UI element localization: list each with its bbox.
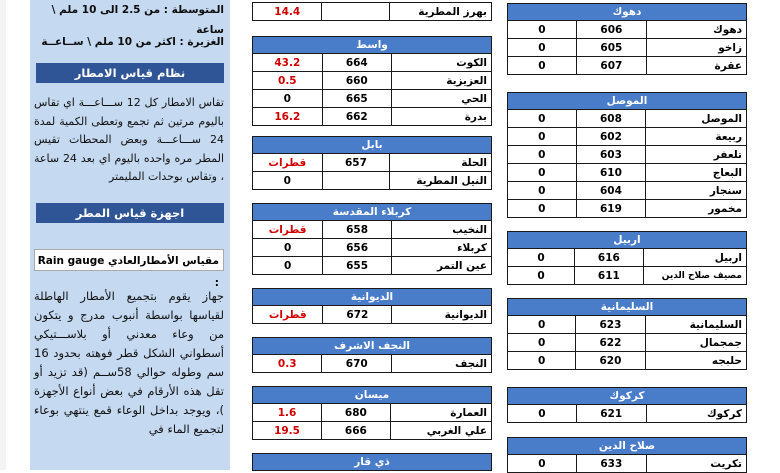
table-header (508, 4, 747, 21)
station-code: 656 (323, 239, 392, 257)
governorate-title: دهوك (508, 4, 747, 21)
rain-gauge-description: جهاز يقوم بتجميع الأمطار الهاطلة لقياسها بواسطة أنبوب مدرج و يتكون من وعاء معدني أو بلاســـتيكي أسطواني الشكل قطر فوهته بحدود 16 سم وطوله حوالي 58ســم (قد تزيد أو تقل هذه الأرقام في بعض أنواع الأجهزة )، ويوجد بداخل الوعاء قمع ينتهي بوعاء لتجميع الماء في (34, 289, 224, 436)
measurement-system-heading: نظام قياس الامطار (36, 63, 224, 83)
station-name: الديوانية (392, 306, 492, 324)
station-code: 623 (576, 316, 645, 334)
station-table-sulaymaniyah (507, 298, 747, 370)
table-row (508, 249, 747, 267)
station-name: النجف (392, 355, 492, 373)
station-code: 633 (576, 455, 646, 473)
table-row (508, 146, 747, 164)
rain-value: 0 (508, 249, 575, 267)
table-row (253, 239, 492, 257)
station-code: 665 (322, 90, 391, 108)
station-code: 604 (576, 182, 646, 200)
table-row (508, 352, 747, 370)
table-header (253, 387, 492, 404)
governorate-title: كركوك (508, 388, 747, 405)
governorate-title: الديوانية (253, 289, 492, 306)
governorate-title: النجف الاشرف (253, 338, 492, 355)
measurement-system-text: تقاس الامطار كل 12 ســـاعـــة اي تقاس باليوم مرتين ثم تجمع وتعطى الكمية لمدة 24 ســـاعـــة وبعض المحطات تقيس المطر مره واحده باليوم اي بعد 24 ساعة ، وتقاس بوحدات المليمتر (34, 96, 225, 183)
governorate-title: كربلاء المقدسة (253, 204, 492, 221)
rain-value: 16.2 (253, 108, 323, 126)
table-row (253, 154, 492, 172)
rain-value: 0 (508, 334, 576, 352)
rain-value: 0 (508, 128, 577, 146)
table-row (253, 221, 492, 239)
heavy-rain-definition: الغزيرة : اكثر من 10 ملم \ ســاعــة (41, 36, 224, 48)
governorate-title: اربيل (508, 232, 747, 249)
station-name: النخيب (391, 221, 491, 239)
rain-value: 0 (253, 239, 323, 257)
station-name: البعاج (646, 164, 747, 182)
table-row (508, 267, 747, 285)
rain-value: 1.6 (253, 404, 322, 422)
rain-value: قطرات (253, 221, 323, 239)
table-row (508, 57, 747, 75)
station-code: 605 (576, 39, 646, 57)
station-name: تكريت (646, 455, 746, 473)
station-table-kirkuk (507, 387, 747, 423)
table-row (253, 172, 492, 190)
station-name: العزيزية (391, 72, 491, 90)
governorate-title: ميسان (253, 387, 492, 404)
station-name: علي الغربي (390, 422, 491, 440)
rain-gauge-label: مقياس الأمطارالعادي Rain gauge : (34, 249, 224, 271)
table-row (253, 54, 492, 72)
station-table-diyala-partial (252, 2, 492, 21)
station-table-karbala (252, 203, 492, 275)
station-name: تلعفر (646, 146, 747, 164)
left-margin (0, 0, 6, 470)
medium-rain-definition: المتوسطة : من 2.5 الى 10 ملم \ ساعة (51, 4, 224, 36)
station-name: النيل المطرية (390, 172, 492, 190)
table-row (508, 316, 747, 334)
rain-value: 43.2 (253, 54, 323, 72)
rain-value: 0 (508, 164, 577, 182)
table-header (253, 454, 492, 471)
station-code: 662 (322, 108, 391, 126)
table-row (508, 110, 747, 128)
table-row (253, 90, 492, 108)
table-header (508, 438, 747, 455)
station-code: 611 (575, 267, 644, 285)
station-name: الموصل (646, 110, 747, 128)
station-name: الحلة (390, 154, 492, 172)
station-name: دهوك (646, 21, 746, 39)
station-code: 657 (322, 154, 390, 172)
station-name: مصيف صلاح الدين (643, 267, 746, 285)
table-row (253, 306, 492, 324)
rain-value: 0 (508, 200, 577, 218)
table-row (253, 108, 492, 126)
station-name: السليمانية (645, 316, 746, 334)
station-name: الكوت (391, 54, 491, 72)
table-header (253, 289, 492, 306)
station-code: 616 (575, 249, 644, 267)
rain-value: 0 (508, 316, 576, 334)
rain-value: 0.5 (253, 72, 323, 90)
governorate-title: الموصل (508, 93, 747, 110)
governorate-title: السليمانية (508, 299, 747, 316)
station-table-wasit (252, 36, 492, 126)
station-table-mosul (507, 92, 747, 218)
rain-value: 0 (508, 267, 575, 285)
station-code: 660 (322, 72, 391, 90)
station-code: 621 (576, 405, 646, 423)
station-code: 607 (576, 57, 646, 75)
table-header (253, 338, 492, 355)
governorate-title: واسط (253, 37, 492, 54)
station-code: 658 (323, 221, 392, 239)
rain-value: 0 (508, 146, 577, 164)
governorate-title: بابل (253, 137, 492, 154)
table-row (508, 128, 747, 146)
station-table-dhiqar (252, 453, 492, 471)
table-header (508, 93, 747, 110)
station-name: سنجار (646, 182, 747, 200)
station-code (322, 172, 390, 190)
rain-value: 0 (253, 257, 323, 275)
table-row (508, 405, 747, 423)
station-table-duhok (507, 3, 747, 75)
station-code: 603 (576, 146, 646, 164)
station-code: 610 (576, 164, 646, 182)
table-row (508, 182, 747, 200)
table-header (253, 137, 492, 154)
table-row (253, 355, 492, 373)
rain-value: 0 (508, 182, 577, 200)
table-row (253, 422, 492, 440)
governorate-title: صلاح الدين (508, 438, 747, 455)
table-row (508, 334, 747, 352)
station-code (322, 3, 389, 21)
station-name: كربلاء (391, 239, 491, 257)
station-name: ربيعة (646, 128, 747, 146)
measurement-devices-heading: اجهزة قياس المطر (36, 203, 224, 223)
table-header (508, 388, 747, 405)
station-table-najaf (252, 337, 492, 373)
rain-value: 0 (508, 352, 576, 370)
table-row (253, 3, 492, 21)
station-name: اربيل (643, 249, 746, 267)
rain-value: 0 (508, 57, 577, 75)
rain-value: 0 (508, 39, 577, 57)
table-row (508, 21, 747, 39)
station-code: 602 (576, 128, 646, 146)
table-row (253, 257, 492, 275)
rain-value: 0 (508, 405, 577, 423)
station-table-maysan (252, 386, 492, 440)
station-name: حلبجه (645, 352, 746, 370)
station-name: كركوك (646, 405, 746, 423)
station-name: عين التمر (391, 257, 491, 275)
table-header (253, 37, 492, 54)
rain-value: 0 (508, 21, 577, 39)
table-header (253, 204, 492, 221)
station-table-erbil (507, 231, 747, 285)
station-name: جمجمال (645, 334, 746, 352)
station-name: بهرز المطرية (389, 3, 491, 21)
station-name: زاخو (646, 39, 746, 57)
station-name: العمارة (390, 404, 491, 422)
station-table-salahaddin (507, 437, 747, 473)
station-code: 622 (576, 334, 645, 352)
rain-value: 19.5 (253, 422, 322, 440)
rain-value: 0 (508, 455, 577, 473)
rain-value: 0 (253, 90, 323, 108)
rain-value: 14.4 (253, 3, 322, 21)
station-name: عقرة (646, 57, 746, 75)
station-code: 670 (322, 355, 392, 373)
table-row (253, 72, 492, 90)
station-code: 664 (322, 54, 391, 72)
station-name: الحي (391, 90, 491, 108)
rain-value: قطرات (253, 306, 323, 324)
rain-value: 0 (253, 172, 323, 190)
station-code: 672 (323, 306, 392, 324)
table-row (508, 200, 747, 218)
station-code: 608 (576, 110, 646, 128)
station-name: بدرة (391, 108, 491, 126)
table-row (253, 404, 492, 422)
station-code: 655 (323, 257, 392, 275)
rain-value: قطرات (253, 154, 323, 172)
station-code: 620 (576, 352, 645, 370)
station-table-diwaniya (252, 288, 492, 324)
rain-value: 0.3 (253, 355, 322, 373)
table-row (508, 164, 747, 182)
station-table-babil (252, 136, 492, 190)
table-row (508, 39, 747, 57)
station-name: مخمور (646, 200, 747, 218)
station-code: 619 (576, 200, 646, 218)
station-code: 666 (322, 422, 391, 440)
table-header (508, 299, 747, 316)
rain-value: 0 (508, 110, 577, 128)
station-code: 606 (576, 21, 646, 39)
table-header (508, 232, 747, 249)
station-code: 680 (322, 404, 391, 422)
governorate-title: ذي قار (253, 454, 492, 471)
